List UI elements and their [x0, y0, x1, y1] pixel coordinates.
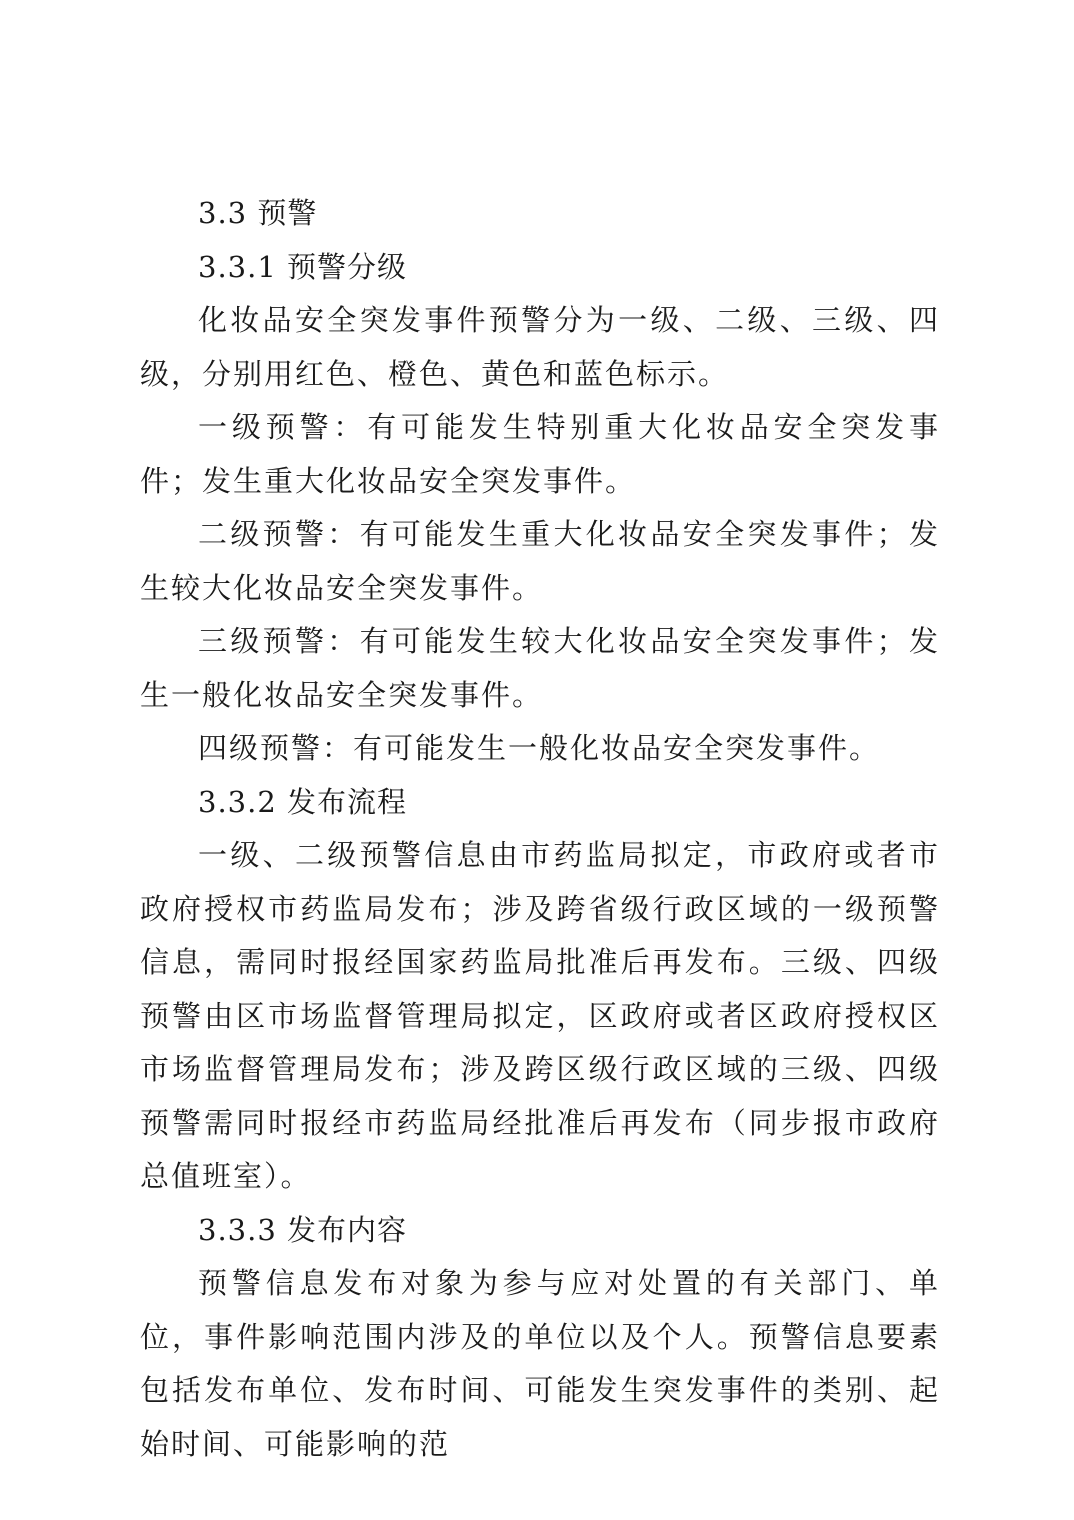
section-3-3-heading: 3.3 预警 — [198, 196, 318, 230]
level-4-warning-paragraph: 四级预警：有可能发生一般化妆品安全突发事件。 — [198, 731, 881, 765]
release-content-paragraph: 预警信息发布对象为参与应对处置的有关部门、单位，事件影响范围内涉及的单位以及个人。预警信息要素包括发布单位、发布时间、可能发生突发事件的类别、起始时间、可能影响的范 — [140, 1266, 940, 1461]
level-2-warning-paragraph: 二级预警：有可能发生重大化妆品安全突发事件；发生较大化妆品安全突发事件。 — [140, 517, 940, 605]
section-3-3-1-heading: 3.3.1 预警分级 — [198, 249, 408, 284]
release-process-paragraph: 一级、二级预警信息由市药监局拟定，市政府或者市政府授权市药监局发布；涉及跨省级行政区域的一级预警信息，需同时报经国家药监局批准后再发布。三级、四级预警由区市场监督管理局拟定，区政府或者区政府授权区市场监督管理局发布；涉及跨区级行政区域的三级、四级预警需同时报经市药监局经批准后再发布（同步报市政府总值班室）。 — [140, 838, 940, 1193]
level-3-warning-paragraph: 三级预警：有可能发生较大化妆品安全突发事件；发生一般化妆品安全突发事件。 — [140, 624, 940, 712]
warning-levels-intro-paragraph: 化妆品安全突发事件预警分为一级、二级、三级、四级，分别用红色、橙色、黄色和蓝色标示。 — [140, 303, 940, 391]
document-body — [140, 187, 940, 1471]
section-3-3-3-heading: 3.3.3 发布内容 — [198, 1212, 408, 1247]
section-3-3-2-heading: 3.3.2 发布流程 — [198, 784, 408, 819]
level-1-warning-paragraph: 一级预警：有可能发生特别重大化妆品安全突发事件；发生重大化妆品安全突发事件。 — [140, 410, 940, 498]
